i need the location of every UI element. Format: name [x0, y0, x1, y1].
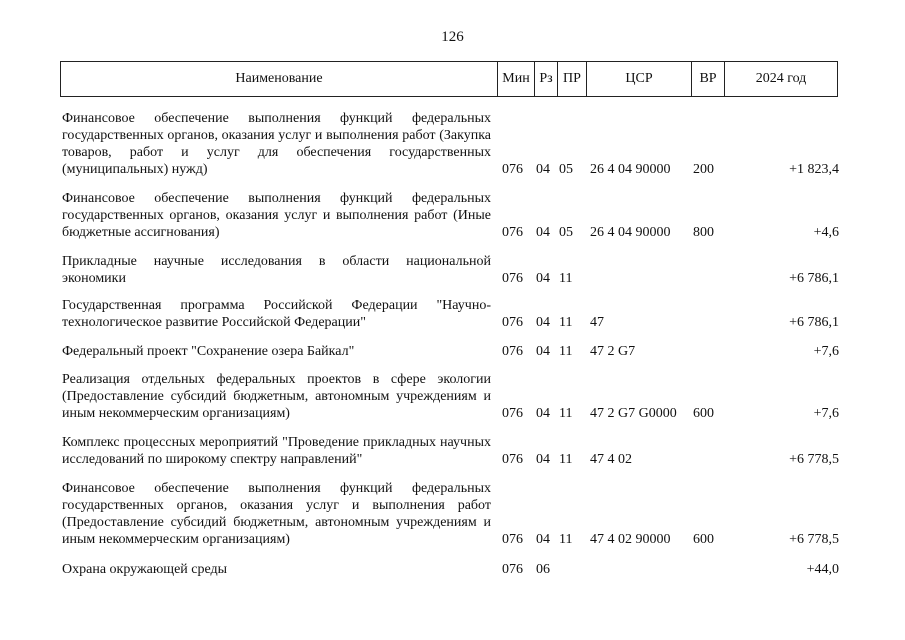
- header-pr: ПР: [557, 62, 586, 96]
- row-min: 076: [502, 452, 523, 467]
- row-pr: 11: [559, 315, 573, 330]
- row-csr: 47 4 02 90000: [590, 532, 671, 547]
- row-vr: 600: [693, 532, 714, 547]
- header-vr: ВР: [691, 62, 724, 96]
- row-amount: +7,6: [813, 406, 839, 421]
- row-vr: 600: [693, 406, 714, 421]
- row-pr: 11: [559, 532, 573, 547]
- row-csr: 47 2 G7 G0000: [590, 406, 677, 421]
- row-name: Реализация отдельных федеральных проектов в сфере экологии (Предоставление субсидий бюджетным, автономным учреждениям и иным некоммерческим организациям): [62, 372, 491, 421]
- row-amount: +6 786,1: [789, 315, 839, 330]
- header-rz: Рз: [534, 62, 557, 96]
- row-amount: +4,6: [813, 225, 839, 240]
- table-header: [60, 61, 838, 97]
- row-pr: 11: [559, 452, 573, 467]
- row-csr: 26 4 04 90000: [590, 225, 671, 240]
- row-min: 076: [502, 225, 523, 240]
- row-amount: +7,6: [813, 344, 839, 359]
- row-csr: 47 2 G7: [590, 344, 636, 359]
- row-amount: +6 778,5: [789, 532, 839, 547]
- row-min: 076: [502, 162, 523, 177]
- row-amount: +6 786,1: [789, 271, 839, 286]
- row-csr: 47: [590, 315, 604, 330]
- row-rz: 04: [536, 225, 550, 240]
- row-name: Финансовое обеспечение выполнения функций федеральных государственных органов, оказания услуг и выполнения работ (Предоставление субсидий бюджетным, автономным учреждениям и иным некоммерческим организациям): [62, 481, 491, 547]
- row-rz: 04: [536, 315, 550, 330]
- row-vr: 200: [693, 162, 714, 177]
- row-name: Федеральный проект "Сохранение озера Байкал": [62, 344, 355, 359]
- row-min: 076: [502, 406, 523, 421]
- header-name: Наименование: [60, 62, 497, 96]
- row-name: Охрана окружающей среды: [62, 562, 228, 577]
- row-rz: 06: [536, 562, 550, 577]
- row-name: Финансовое обеспечение выполнения функций федеральных государственных органов, оказания услуг и выполнения работ (Закупка товаров, работ и услуг для обеспечения государственных (муниципальных) нужд): [62, 111, 491, 177]
- row-rz: 04: [536, 344, 550, 359]
- row-rz: 04: [536, 532, 550, 547]
- row-name: Прикладные научные исследования в области национальной экономики: [62, 254, 491, 286]
- row-pr: 05: [559, 162, 573, 177]
- row-name: Финансовое обеспечение выполнения функций федеральных государственных органов, оказания услуг и выполнения работ (Иные бюджетные ассигнования): [62, 191, 491, 240]
- row-amount: +6 778,5: [789, 452, 839, 467]
- row-min: 076: [502, 344, 523, 359]
- row-vr: 800: [693, 225, 714, 240]
- row-name: Государственная программа Российской Федерации "Научно-технологическое развитие Российской Федерации": [62, 298, 491, 330]
- row-csr: 47 4 02: [590, 452, 632, 467]
- row-min: 076: [502, 315, 523, 330]
- row-pr: 11: [559, 344, 573, 359]
- row-pr: 05: [559, 225, 573, 240]
- row-min: 076: [502, 562, 523, 577]
- header-year: 2024 год: [724, 62, 838, 96]
- row-csr: 26 4 04 90000: [590, 162, 671, 177]
- row-rz: 04: [536, 406, 550, 421]
- row-rz: 04: [536, 271, 550, 286]
- row-amount: +44,0: [806, 562, 839, 577]
- row-min: 076: [502, 271, 523, 286]
- row-amount: +1 823,4: [789, 162, 839, 177]
- row-pr: 11: [559, 406, 573, 421]
- row-min: 076: [502, 532, 523, 547]
- row-rz: 04: [536, 162, 550, 177]
- page-number: 126: [441, 29, 464, 45]
- header-min: Мин: [497, 62, 534, 96]
- row-rz: 04: [536, 452, 550, 467]
- row-name: Комплекс процессных мероприятий "Проведение прикладных научных исследований по широкому спектру направлений": [62, 435, 491, 467]
- header-csr: ЦСР: [586, 62, 691, 96]
- row-pr: 11: [559, 271, 573, 286]
